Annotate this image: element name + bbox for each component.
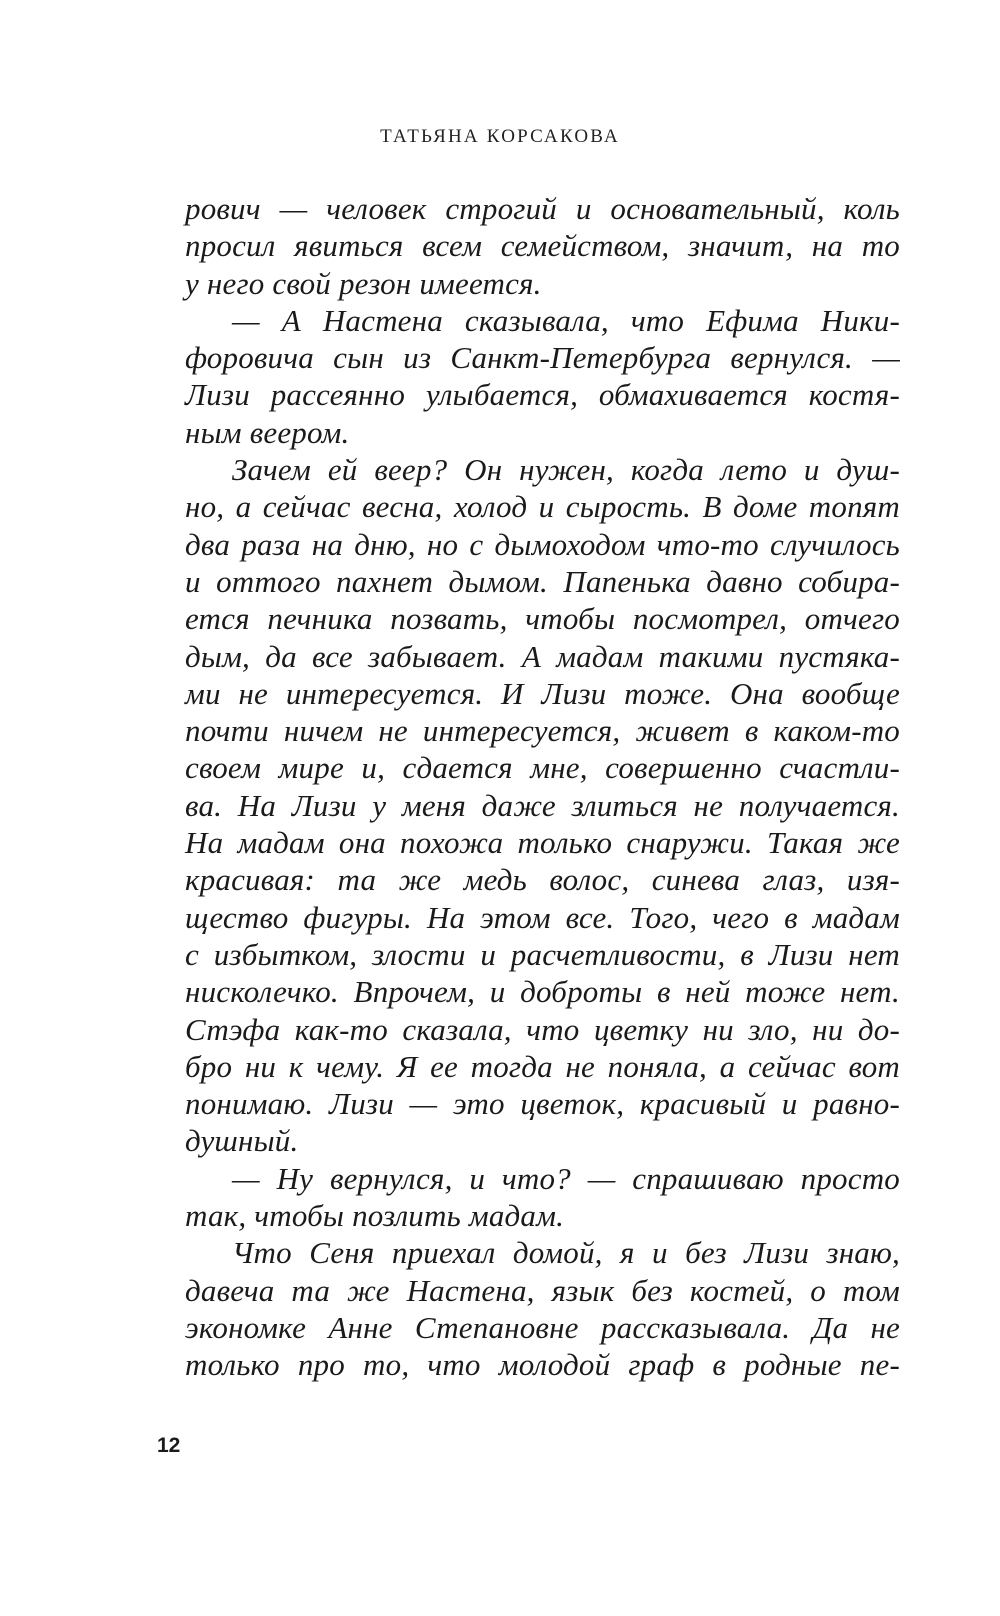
text-line: с избытком, злости и расчетливости, в Лизи нет (185, 936, 900, 972)
text-line: экономке Анне Степановне рассказывала. Да не (185, 1309, 900, 1345)
text-line: ным веером. (185, 414, 350, 450)
text-line: своем мире и, сдается мне, совершенно счастли- (185, 750, 900, 786)
text-line: Что Сеня приехал домой, я и без Лизи знаю, (232, 1235, 900, 1271)
text-line: понимаю. Лизи — это цветок, красивый и равно- (185, 1086, 900, 1122)
text-line: — Ну вернулся, и что? — спрашиваю просто (232, 1160, 900, 1196)
text-line: Стэфа как-то сказала, что цветку ни зло, ни до- (185, 1011, 900, 1047)
text-line: давеча та же Настена, язык без костей, о том (185, 1272, 900, 1308)
text-line: Лизи рассеянно улыбается, обмахивается костя- (185, 377, 900, 413)
text-line: у него свой резон имеется. (185, 265, 542, 301)
text-line: ется печника позвать, чтобы посмотрел, отчего (185, 601, 900, 637)
text-line: просил явиться всем семейством, значит, на то (185, 228, 900, 264)
page-number: 12 (157, 1434, 181, 1457)
text-line: и оттого пахнет дымом. Папенька давно собира- (185, 563, 900, 599)
text-line: душный. (185, 1123, 299, 1159)
text-line: — А Настена сказывала, что Ефима Ники- (232, 302, 900, 338)
text-line: ми не интересуется. И Лизи тоже. Она вообще (185, 675, 900, 711)
text-line: ва. На Лизи у меня даже злиться не получается. (185, 787, 900, 823)
text-line: так, чтобы позлить мадам. (185, 1198, 565, 1234)
text-line: почти ничем не интересуется, живет в каком-то (185, 713, 900, 749)
text-line: два раза на дню, но с дымоходом что-то случилось (185, 526, 900, 562)
text-line: дым, да все забывает. А мадам такими пустяка- (185, 638, 900, 674)
text-line: форовича сын из Санкт-Петербурга вернулся. — (185, 340, 900, 376)
body-text (185, 190, 900, 1384)
text-line: нисколечко. Впрочем, и доброты в ней тоже нет. (185, 974, 900, 1010)
text-line: но, а сейчас весна, холод и сырость. В доме топят (185, 489, 900, 525)
text-line: только про то, что молодой граф в родные пе- (185, 1347, 900, 1383)
text-line: На мадам она похожа только снаружи. Такая же (185, 825, 900, 861)
text-line: бро ни к чему. Я ее тогда не поняла, а сейчас вот (185, 1048, 900, 1084)
text-line: Зачем ей веер? Он нужен, когда лето и душ- (232, 452, 900, 488)
text-line: щество фигуры. На этом все. Того, чего в мадам (185, 899, 900, 935)
running-head-author: ТАТЬЯНА КОРСАКОВА (380, 126, 620, 147)
text-line: красивая: та же медь волос, синева глаз, изя- (185, 862, 900, 898)
text-line: рович — человек строгий и основательный, коль (185, 191, 900, 226)
